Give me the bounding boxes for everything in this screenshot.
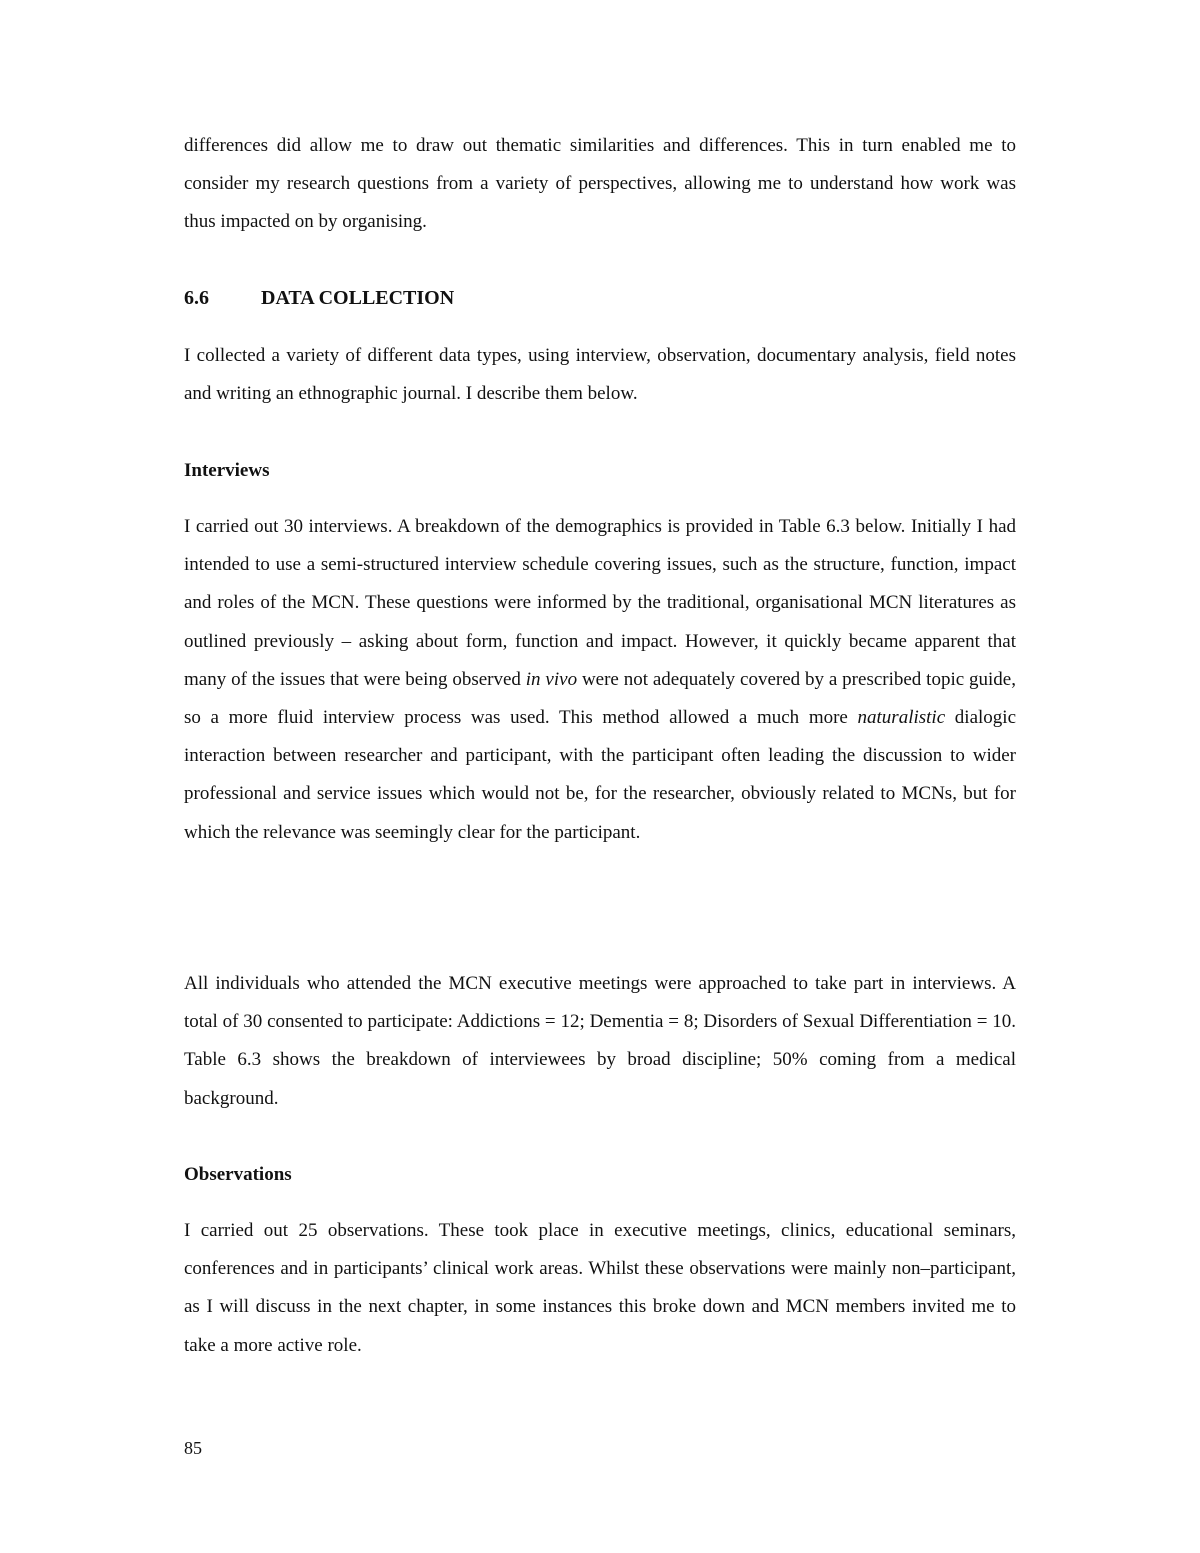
section-title: DATA COLLECTION bbox=[261, 287, 455, 309]
interviews-text-2: were not adequately covered by a prescribed topic guide, so a more fluid interview process was used. This method allowed a much more bbox=[184, 668, 1016, 729]
section-heading bbox=[184, 282, 454, 314]
page-number: 85 bbox=[184, 1438, 202, 1458]
interviews-text-3: dialogic interaction between researcher and participant, with the participant often leading the discussion to wider professional and service issues which would not be, for the researcher, obviously related to MCNs, but for which the relevance was seemingly clear for the participant. bbox=[184, 707, 1016, 843]
in-vivo-term: in vivo bbox=[525, 668, 578, 690]
section-number: 6.6 bbox=[184, 287, 209, 309]
interviews-paragraph-2: All individuals who attended the MCN executive meetings were approached to take part in interviews. A total of 30 consented to participate: Addictions = 12; Dementia = 8; Disorders of Sexual Differentiation = 10. Table 6.3 shows the breakdown of interviewees by broad discipline; 50% coming from a medical background. bbox=[184, 973, 1016, 1109]
interviews-text-1: I carried out 30 interviews. A breakdown of the demographics is provided in Table 6.3 below. Initially I had intended to use a semi-structured interview schedule covering issues, such as the structure, function, impact and roles of the MCN. These questions were informed by the traditional, organisational MCN literatures as outlined previously – asking about form, function and impact. However, it quickly became apparent that many of the issues that were being observed bbox=[184, 516, 1016, 690]
interviews-heading: Interviews bbox=[184, 460, 270, 481]
observations-paragraph: I carried out 25 observations. These took place in executive meetings, clinics, educational seminars, conferences and in participants’ clinical work areas. Whilst these observations were mainly non–participant, as I will discuss in the next chapter, in some instances this broke down and MCN members invited me to take a more active role. bbox=[184, 1220, 1016, 1356]
interviews-paragraph-1 bbox=[184, 508, 1016, 852]
observations-heading: Observations bbox=[184, 1164, 292, 1185]
section-intro-paragraph: I collected a variety of different data types, using interview, observation, documentary analysis, field notes and writing an ethnographic journal. I describe them below. bbox=[184, 345, 1016, 405]
continuation-paragraph: differences did allow me to draw out thematic similarities and differences. This in turn enabled me to consider my research questions from a variety of perspectives, allowing me to understand how work was thus impacted on by organising. bbox=[184, 135, 1016, 233]
naturalistic-term: naturalistic bbox=[857, 707, 946, 729]
